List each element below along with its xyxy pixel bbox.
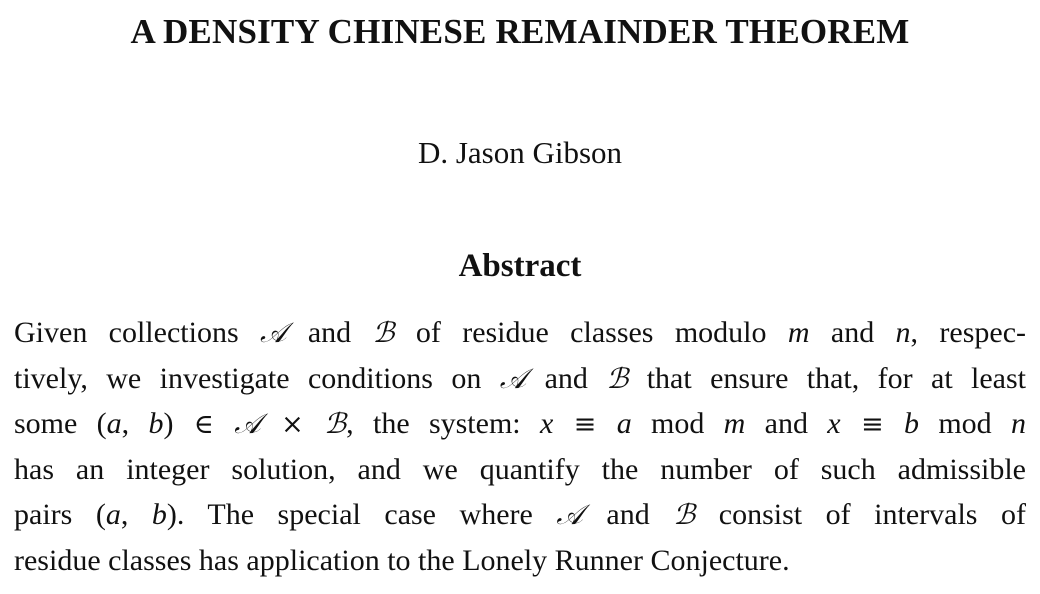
math-set-A: 𝒜 (259, 316, 287, 349)
math-paren: ). (166, 498, 185, 532)
text-fragment: some (14, 407, 97, 441)
abstract-body (14, 310, 1026, 584)
math-var-b: b (148, 407, 164, 441)
math-var-a: a (106, 407, 122, 441)
abstract-line-3 (14, 401, 1026, 447)
math-set-A: 𝒜 (234, 407, 261, 441)
abstract-line-6 (14, 538, 1026, 584)
math-var-a: a (616, 407, 632, 441)
math-mod: mod (919, 407, 1011, 441)
math-var-a: a (105, 498, 121, 532)
text-fragment: and (745, 407, 828, 441)
math-set-B: ℬ (606, 361, 629, 395)
text-fragment: and (582, 498, 674, 532)
abstract-line-1 (14, 310, 1026, 356)
abstract-line-4 (14, 447, 1026, 493)
math-set-B: ℬ (372, 316, 395, 349)
math-var-n: n (1011, 407, 1026, 441)
math-comma: , (121, 407, 149, 441)
text-fragment: consist of intervals of (695, 498, 1026, 532)
math-var-b: b (904, 407, 920, 441)
text-fragment: and (809, 316, 896, 349)
math-set-A: 𝒜 (499, 361, 527, 395)
abstract-line-2 (14, 356, 1026, 402)
text-fragment: and (526, 361, 607, 395)
math-paren: ) (163, 407, 174, 441)
math-var-m: m (787, 316, 810, 349)
text-fragment: tively, we investigate conditions on (14, 361, 500, 395)
text-fragment: that ensure that, for at least (628, 361, 1027, 395)
math-comma: , (120, 498, 152, 532)
math-element-of: ∈ (173, 409, 235, 441)
math-mod: mod (631, 407, 724, 441)
math-congruent: ≡ (553, 409, 617, 441)
math-set-B: ℬ (673, 498, 696, 532)
text-fragment: and (286, 316, 373, 349)
author-name: D. Jason Gibson (417, 135, 623, 170)
math-var-x: x (827, 407, 841, 441)
text-fragment: , respec- (910, 316, 1026, 349)
math-paren: ( (96, 407, 107, 441)
text-fragment: Given collections (14, 316, 260, 349)
text-fragment: has an integer solution, and we quantify the number of such admissible (14, 452, 1026, 486)
math-set-A: 𝒜 (556, 498, 583, 532)
math-var-n: n (895, 316, 911, 349)
abstract-line-5 (14, 492, 1026, 538)
math-var-m: m (723, 407, 746, 441)
text-fragment: residue classes has application to the Lonely Runner Conjecture. (14, 543, 790, 577)
math-paren: ( (95, 498, 106, 532)
math-times: × (260, 409, 325, 441)
text-fragment: , the system: (346, 407, 540, 441)
text-fragment: The special case where (184, 498, 557, 532)
math-congruent: ≡ (840, 409, 905, 441)
math-var-b: b (151, 498, 167, 532)
text-fragment: of residue classes modulo (394, 316, 788, 349)
math-set-B: ℬ (324, 407, 347, 441)
math-var-x: x (539, 407, 554, 441)
paper-title: A DENSITY CHINESE REMAINDER THEOREM (130, 12, 910, 51)
abstract-heading: Abstract (458, 248, 582, 284)
text-fragment: pairs (14, 498, 96, 532)
